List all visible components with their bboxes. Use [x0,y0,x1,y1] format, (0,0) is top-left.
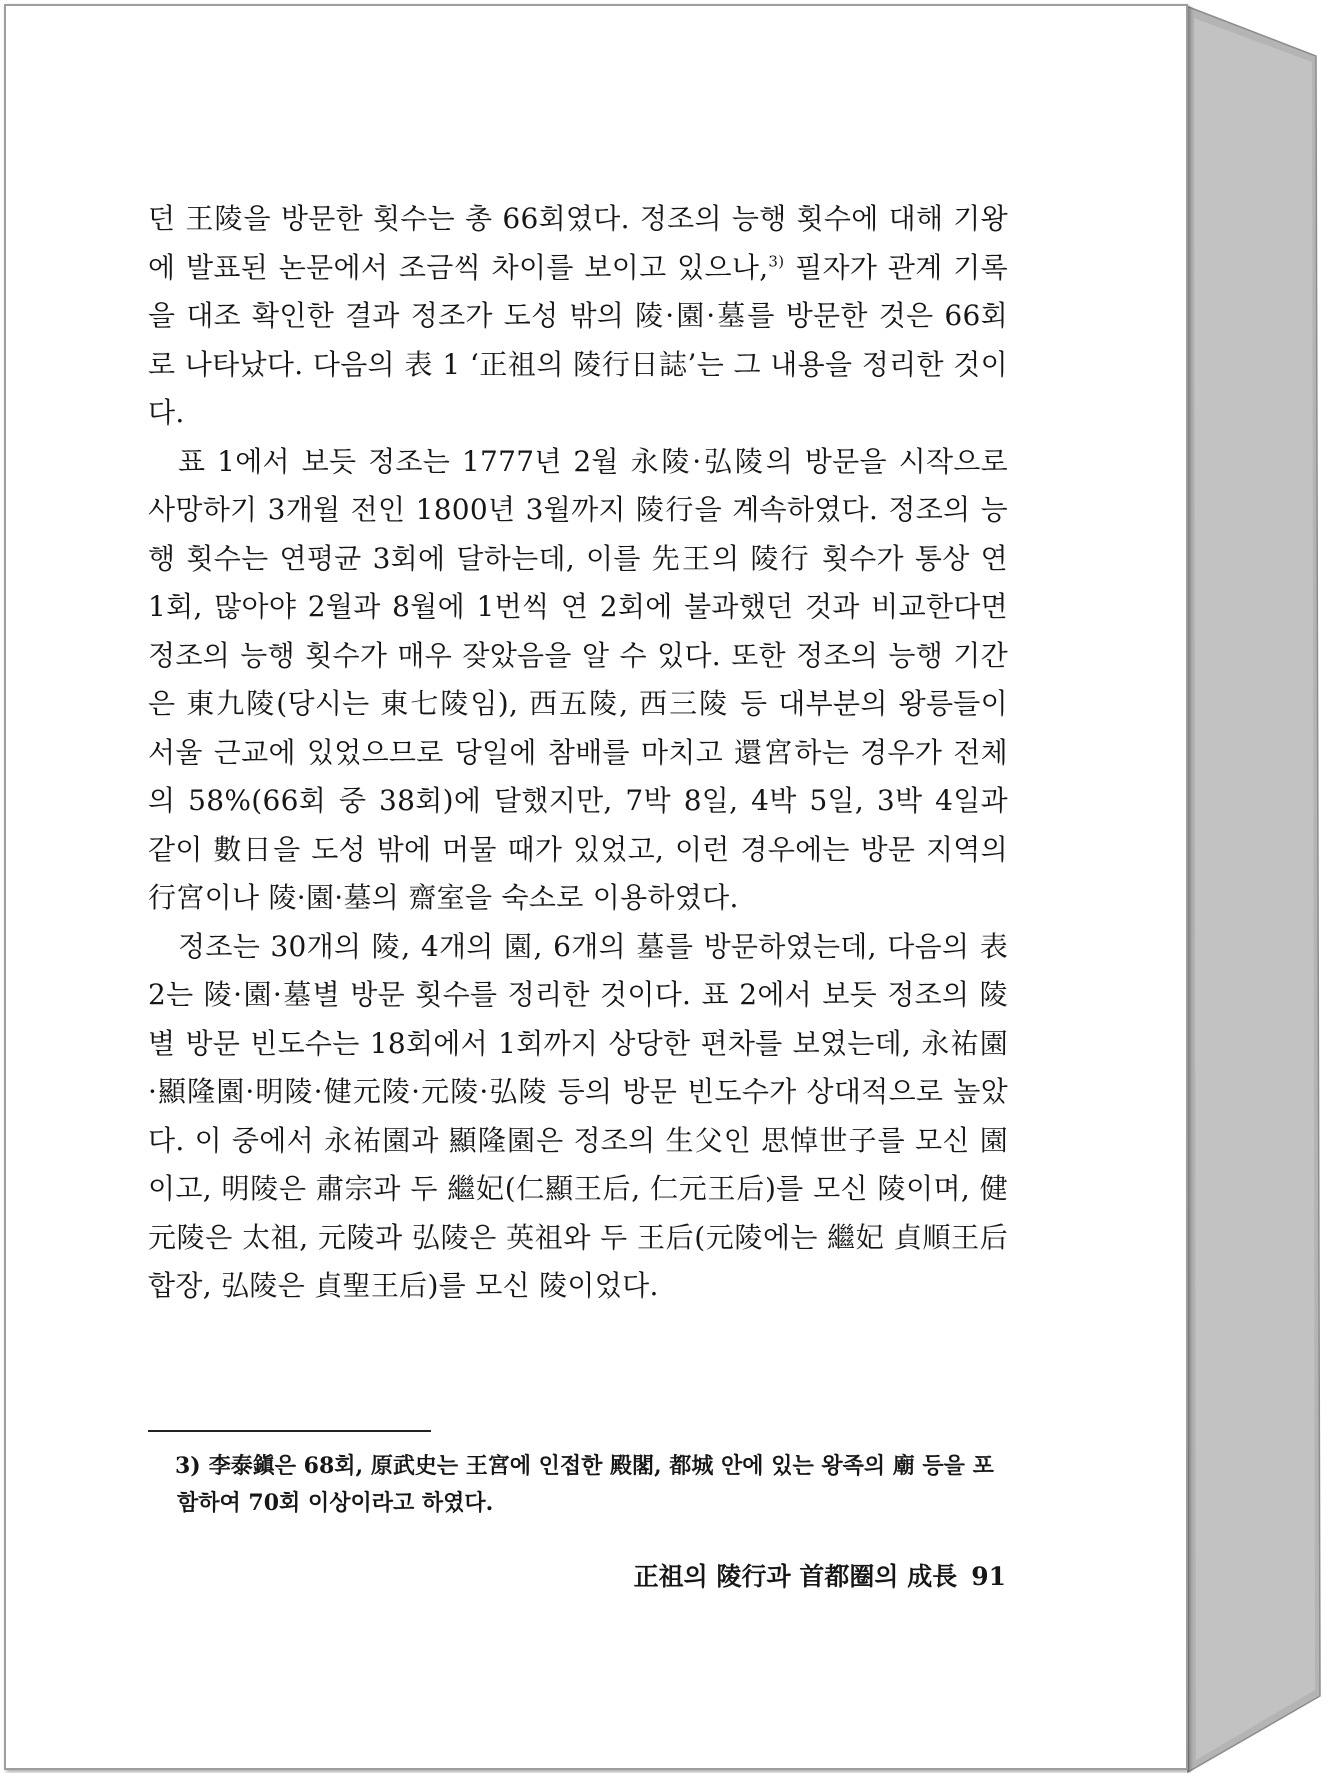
paragraph-1-text-b: 필자가 관계 기록을 대조 확인한 결과 정조가 도성 밖의 陵·園·墓를 방문한 것은 66회로 나타났다. 다음의 表 1 ‘正祖의 陵行日誌’는 그 내용을 정리한 것이다. [148,250,1008,429]
running-title: 正祖의 陵行과 首都圈의 成長 [633,1562,958,1591]
footnote-divider [148,1430,431,1432]
paragraph-1-text-a: 던 王陵을 방문한 횟수는 총 66회였다. 정조의 능행 횟수에 대해 기왕에 발표된 논문에서 조금씩 차이를 보이고 있으나, [148,202,1008,284]
footnote-mark: 3) [175,1453,201,1479]
footnote-text: 李泰鎭은 68회, 原武史는 王宮에 인접한 殿閣, 都城 안에 있는 왕족의 廟 등을 포함하여 70회 이상이라고 하였다. [177,1453,994,1516]
book-side-highlight [1194,18,1315,1760]
paragraph-3: 정조는 30개의 陵, 4개의 園, 6개의 墓를 방문하였는데, 다음의 表 2는 陵·園·墓별 방문 횟수를 정리한 것이다. 표 2에서 보듯 정조의 陵별 방문 빈도수는 18회에서 1회까지 상당한 편차를 보였는데, 永祐園·顯隆園·明陵·健元陵·元陵·弘陵 등의 방문 빈도수가 상대적으로 높았다. 이 중에서 永祐園과 顯隆園은 정조의 生父인 思悼世子를 모신 園이고, 明陵은 肅宗과 두 繼妃(仁顯王后, 仁元王后)를 모신 陵이며, 健元陵은 太祖, 元陵과 弘陵은 英祖와 두 王后(元陵에는 繼妃 貞順王后 합장, 弘陵은 貞聖王后)를 모신 陵이었다. [148,929,1008,1302]
body-text [148,195,1008,1311]
paragraph-2: 표 1에서 보듯 정조는 1777년 2월 永陵·弘陵의 방문을 시작으로 사망하기 3개월 전인 1800년 3월까지 陵行을 계속하였다. 정조의 능행 횟수는 연평균 3회에 달하는데, 이를 先王의 陵行 횟수가 통상 연 1회, 많아야 2월과 8월에 1번씩 연 2회에 불과했던 것과 비교한다면 정조의 능행 횟수가 매우 잦았음을 알 수 있다. 또한 정조의 능행 기간은 東九陵(당시는 東七陵임), 西五陵, 西三陵 등 대부분의 왕릉들이 서울 근교에 있었으므로 당일에 참배를 마치고 還宮하는 경우가 전체의 58%(66회 중 38회)에 달했지만, 7박 8일, 4박 5일, 3박 4일과 같이 數日을 도성 밖에 머물 때가 있었고, 이런 경우에는 방문 지역의 行宮이나 陵·園·墓의 齋室을 숙소로 이용하였다. [148,444,1008,914]
running-footer [634,1557,1006,1593]
page-number: 91 [971,1562,1006,1591]
paragraph-1 [148,195,1008,438]
footnote-reference: 3) [768,252,785,271]
footnote [177,1448,1005,1522]
